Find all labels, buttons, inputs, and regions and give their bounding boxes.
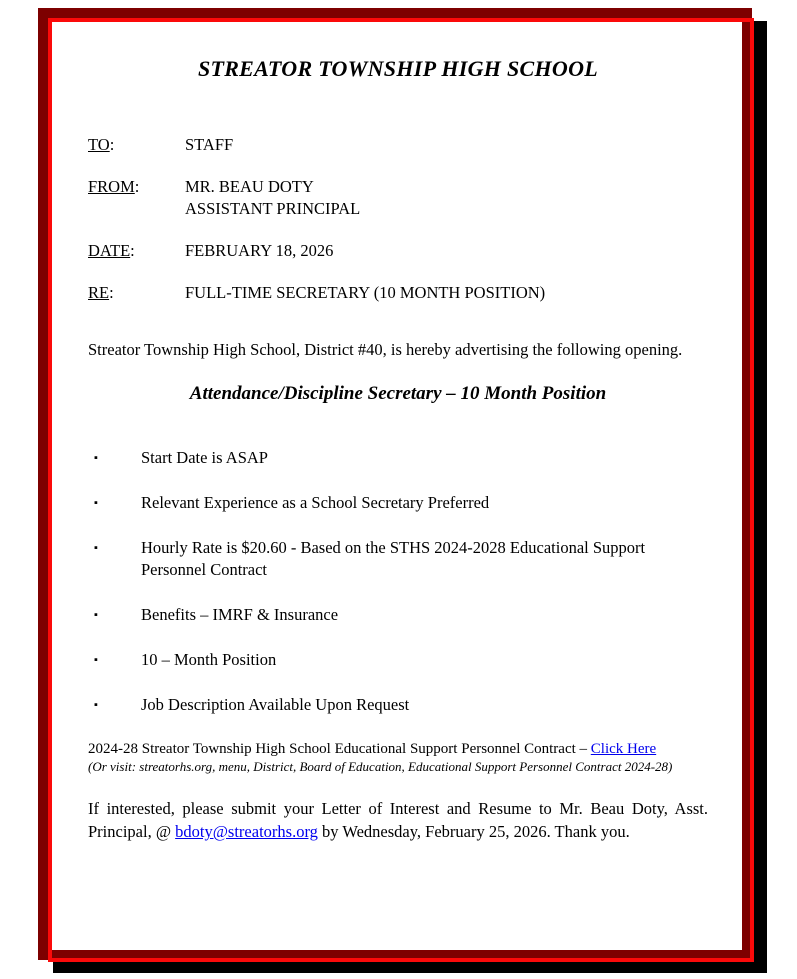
memo-label-re: RE: <box>88 283 114 302</box>
school-title: STREATOR TOWNSHIP HIGH SCHOOL <box>197 56 599 81</box>
bullet-square-icon: ▪ <box>94 654 98 666</box>
bullet-text: 10 – Month Position <box>141 650 277 669</box>
memo-field-from <box>88 176 708 220</box>
bullet-text: Relevant Experience as a School Secretary Preferred <box>141 493 490 512</box>
contract-text: 2024-28 Streator Township High School Educational Support Personnel Contract – <box>88 741 591 757</box>
bullet-square-icon: ▪ <box>94 452 98 464</box>
position-heading: Attendance/Discipline Secretary – 10 Month Position <box>189 383 607 404</box>
memo-label-from: FROM: <box>88 177 140 196</box>
contract-click-here-link[interactable]: Click Here <box>590 741 657 757</box>
contract-info-block <box>88 739 708 775</box>
bullet-text: Job Description Available Upon Request <box>141 695 410 714</box>
bullet-text: Hourly Rate is $20.60 - Based on the STHS 2024-2028 Educational Support Personnel Contract <box>141 538 646 579</box>
closing-text-before: If interested, please submit your Letter of Interest and Resume to Mr. Beau Doty, Asst. Principal, @ <box>88 799 708 841</box>
list-item <box>88 537 708 581</box>
memo-from-line-1: MR. BEAU DOTY <box>185 177 314 196</box>
list-item <box>88 492 708 514</box>
list-item <box>88 694 708 716</box>
closing-paragraph <box>88 797 708 843</box>
memo-document <box>48 18 742 843</box>
memo-from-line-2: ASSISTANT PRINCIPAL <box>185 199 361 218</box>
list-item <box>88 447 708 469</box>
memo-field-to <box>88 134 708 156</box>
memo-value-from <box>185 176 360 220</box>
memo-field-re <box>88 282 708 304</box>
list-item <box>88 604 708 626</box>
list-item <box>88 649 708 671</box>
bullet-text: Start Date is ASAP <box>141 448 268 467</box>
bullet-text: Benefits – IMRF & Insurance <box>141 605 339 624</box>
contract-note: (Or visit: streatorhs.org, menu, District, Board of Education, Educational Support Personnel Contract 2024-28) <box>88 759 673 774</box>
bullet-square-icon: ▪ <box>94 609 98 621</box>
memo-label-date: DATE: <box>88 241 135 260</box>
bullet-square-icon: ▪ <box>94 497 98 509</box>
bullet-square-icon: ▪ <box>94 542 98 554</box>
memo-header <box>88 134 708 304</box>
memo-value-re: FULL-TIME SECRETARY (10 MONTH POSITION) <box>185 283 546 302</box>
memo-value-date: FEBRUARY 18, 2026 <box>185 241 334 260</box>
intro-paragraph: Streator Township High School, District #40, is hereby advertising the following opening. <box>88 340 683 359</box>
email-link[interactable]: bdoty@streatorhs.org <box>175 822 318 841</box>
page-border-frame <box>38 8 752 960</box>
position-details-list <box>88 447 708 716</box>
contract-line <box>88 739 708 759</box>
memo-label-to: TO: <box>88 135 115 154</box>
memo-field-date <box>88 240 708 262</box>
bullet-square-icon: ▪ <box>94 699 98 711</box>
closing-text-after: by Wednesday, February 25, 2026. Thank you. <box>317 822 630 841</box>
memo-value-to: STAFF <box>185 135 234 154</box>
